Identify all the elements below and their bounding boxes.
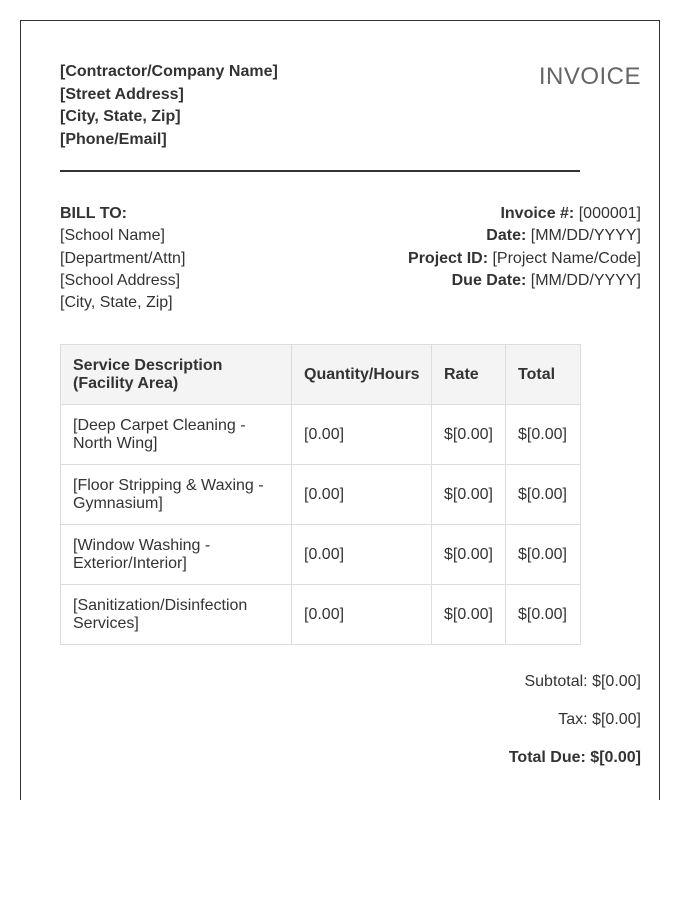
total-due: Total Due: $[0.00] <box>508 749 641 766</box>
table-row <box>61 525 581 585</box>
bill-to-heading: BILL TO: <box>60 205 127 222</box>
bill-to-line: [School Name] <box>60 227 165 245</box>
cell-quantity: [0.00] <box>292 585 432 645</box>
cell-total: $[0.00] <box>506 585 581 645</box>
company-street: [Street Address] <box>60 85 184 103</box>
subtotal: Subtotal: $[0.00] <box>524 673 641 690</box>
column-header-total: Total <box>506 345 581 405</box>
company-name: [Contractor/Company Name] <box>60 63 278 80</box>
due-date-value: [MM/DD/YYYY] <box>530 271 641 289</box>
cell-quantity: [0.00] <box>292 405 432 465</box>
project-id-label: Project ID: <box>408 249 489 267</box>
invoice-meta <box>408 203 641 292</box>
cell-quantity: [0.00] <box>292 525 432 585</box>
invoice-title: INVOICE <box>538 63 641 90</box>
column-header-rate: Rate <box>432 345 506 405</box>
cell-quantity: [0.00] <box>292 465 432 525</box>
cell-total: $[0.00] <box>506 465 581 525</box>
company-info <box>60 61 278 151</box>
company-city: [City, State, Zip] <box>60 108 181 125</box>
cell-rate: $[0.00] <box>432 465 506 525</box>
tax: Tax: $[0.00] <box>558 711 641 728</box>
invoice-number-label: Invoice #: <box>500 205 575 222</box>
column-header-quantity: Quantity/Hours <box>292 345 432 405</box>
due-date-row <box>408 270 641 292</box>
bill-to-line: [School Address] <box>60 271 181 289</box>
date-row <box>408 225 641 247</box>
invoice-number-value: [000001] <box>578 205 641 222</box>
table-row <box>61 465 581 525</box>
cell-rate: $[0.00] <box>432 585 506 645</box>
cell-total: $[0.00] <box>506 525 581 585</box>
invoice-number-row <box>408 203 641 225</box>
cell-description: [Floor Stripping & Waxing - Gymnasium] <box>61 465 292 525</box>
bill-to-block <box>60 203 185 314</box>
project-id-row <box>408 248 641 270</box>
bill-to-line: [Department/Attn] <box>60 249 186 267</box>
cell-rate: $[0.00] <box>432 525 506 585</box>
cell-description: [Sanitization/Disinfection Services] <box>61 585 292 645</box>
totals-block <box>509 669 641 783</box>
table-header-row <box>61 345 581 405</box>
company-contact: [Phone/Email] <box>60 130 167 148</box>
due-date-label: Due Date: <box>451 271 527 289</box>
services-table <box>60 344 581 645</box>
table-row <box>61 585 581 645</box>
header-divider <box>60 170 580 172</box>
date-value: [MM/DD/YYYY] <box>530 227 641 245</box>
bill-to-line: [City, State, Zip] <box>60 294 173 312</box>
project-id-value: [Project Name/Code] <box>492 249 641 267</box>
column-header-description: Service Description (Facility Area) <box>61 345 292 405</box>
cell-description: [Deep Carpet Cleaning - North Wing] <box>61 405 292 465</box>
cell-description: [Window Washing - Exterior/Interior] <box>61 525 292 585</box>
date-label: Date: <box>486 227 527 245</box>
cell-rate: $[0.00] <box>432 405 506 465</box>
cell-total: $[0.00] <box>506 405 581 465</box>
table-row <box>61 405 581 465</box>
